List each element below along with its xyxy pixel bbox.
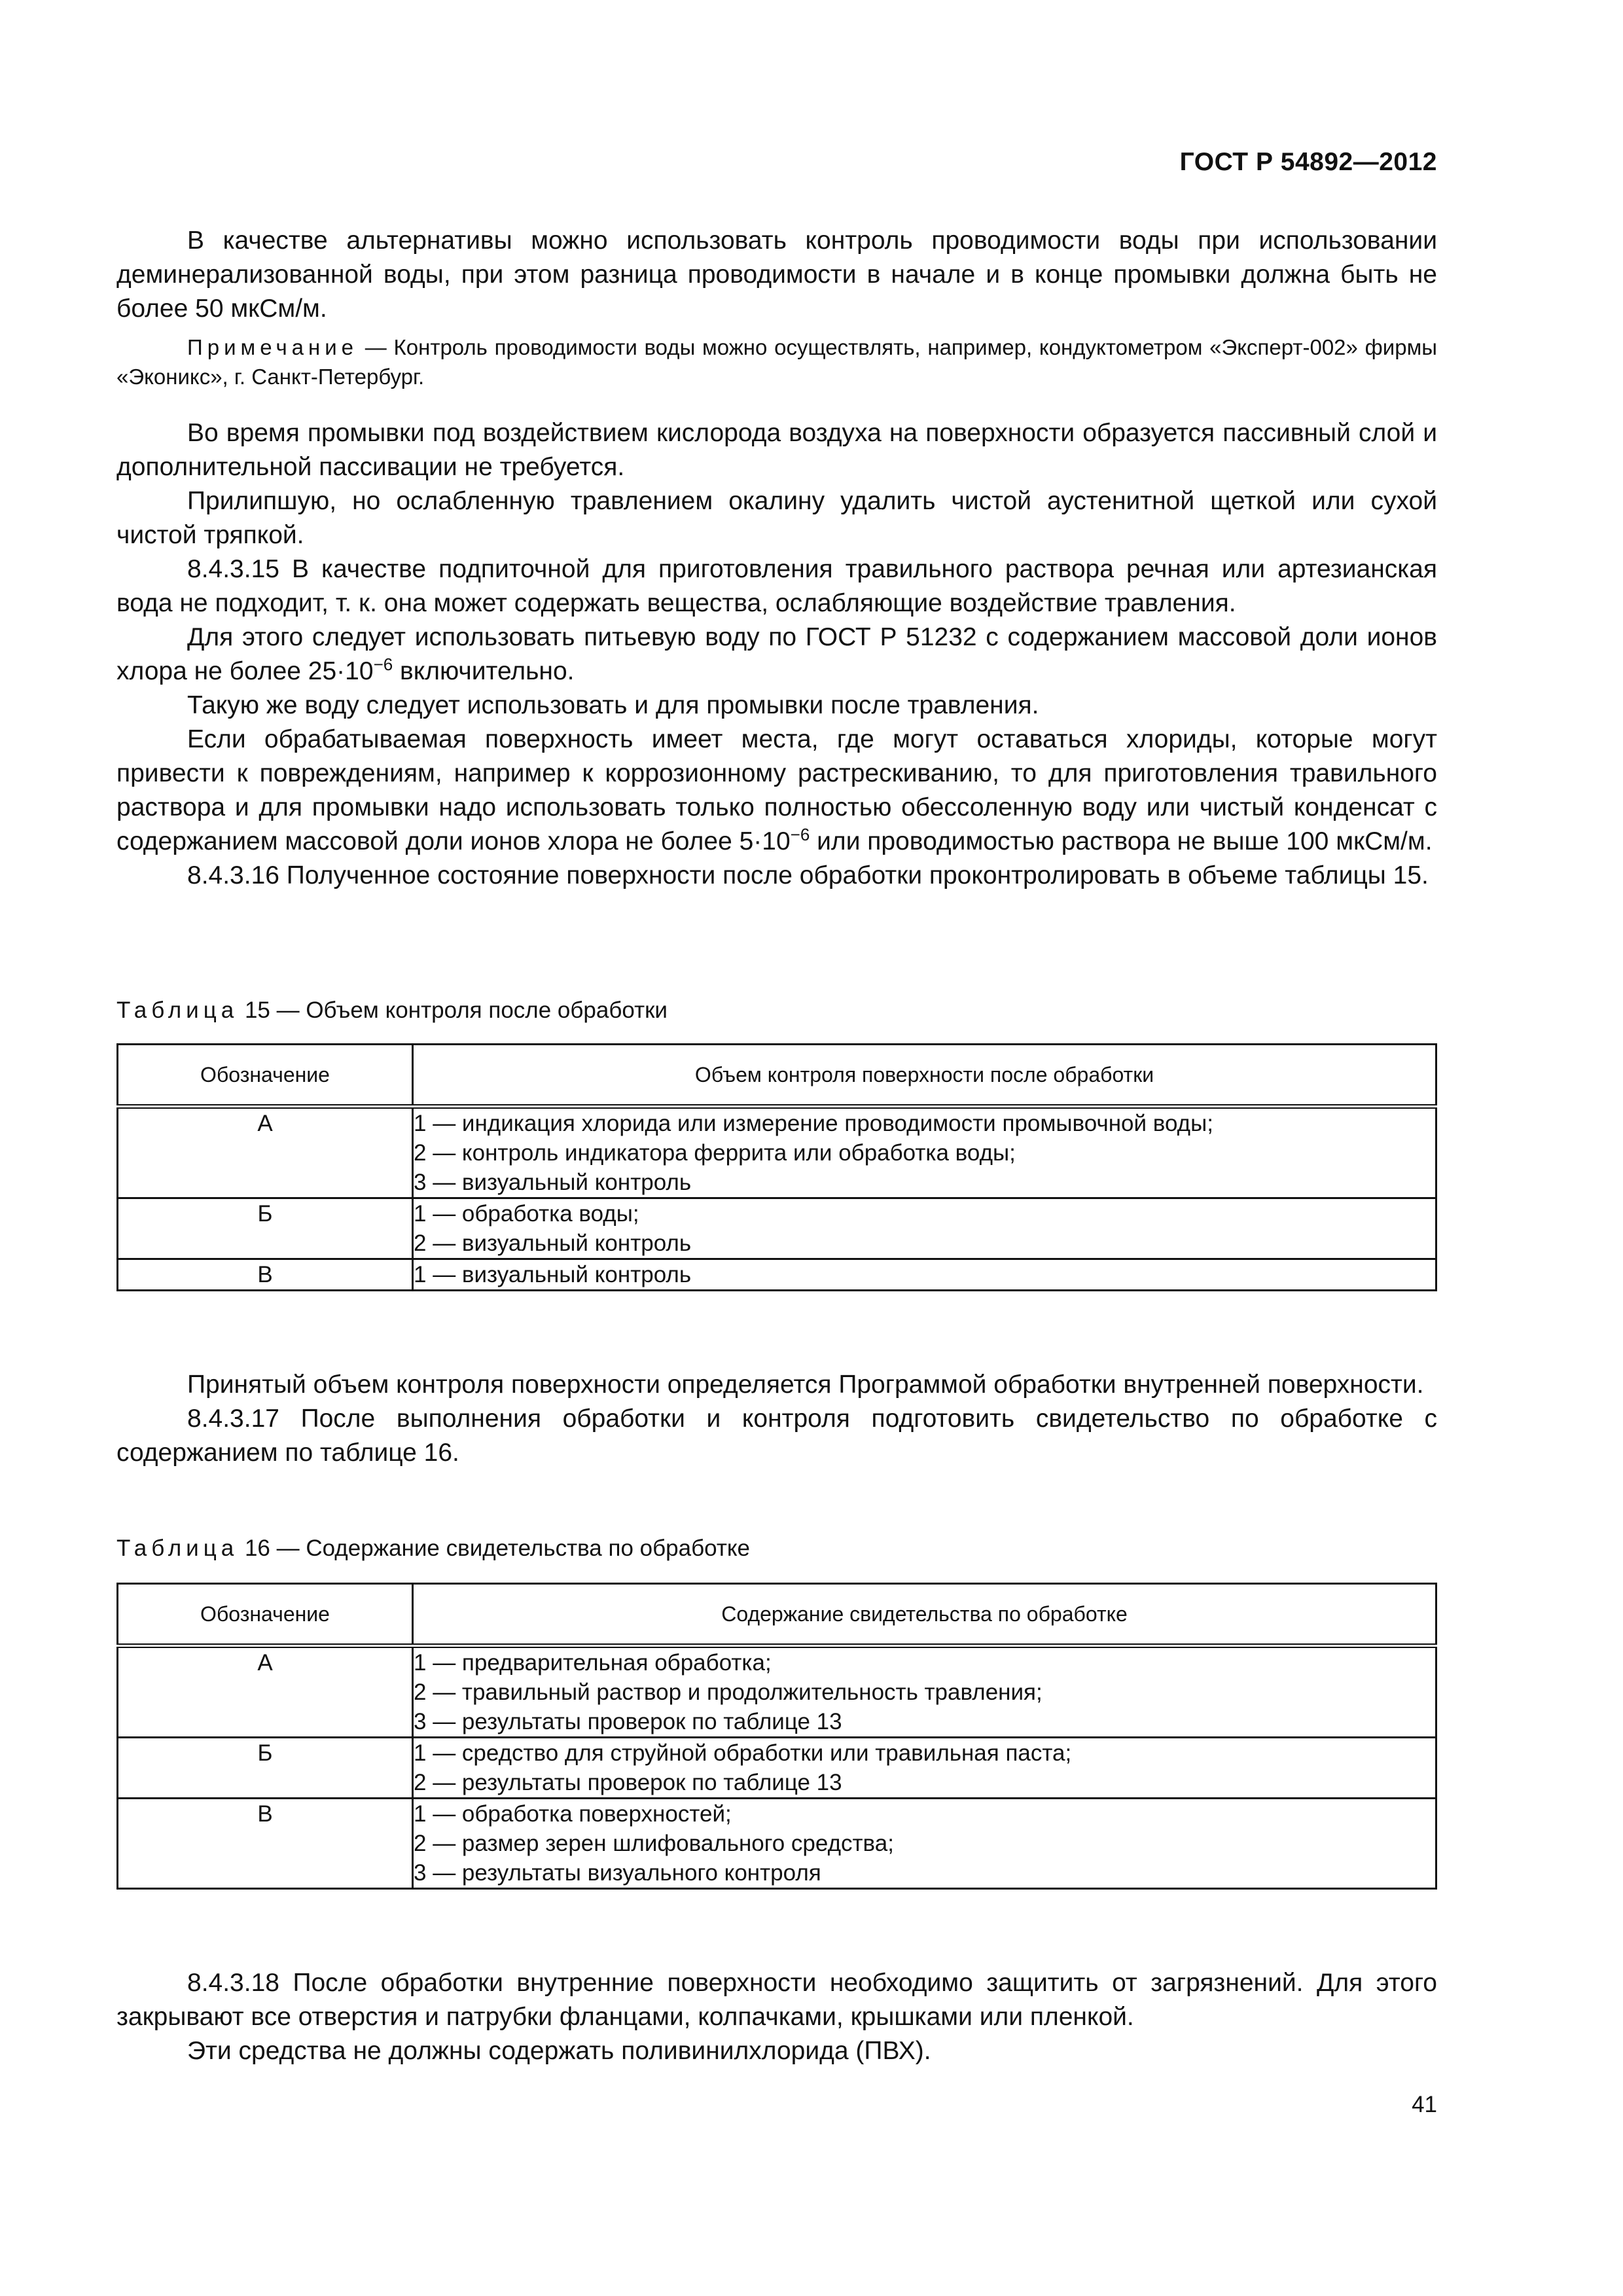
note-label: Примечание bbox=[187, 335, 359, 359]
document-page bbox=[116, 0, 1437, 2296]
table-caption-text: 15 — Объем контроля после обработки bbox=[238, 997, 668, 1023]
paragraph-8-4-3-18: 8.4.3.18 После обработки внутренние поверхности необходимо защитить от загрязнений. Для этого закрывают все отверстия и патрубки фланцами, колпачками, крышками или пленкой. bbox=[116, 1969, 1437, 2031]
list-item: 1 — индикация хлорида или измерение проводимости промывочной воды; bbox=[414, 1111, 1213, 1136]
paragraph-8-4-3-15: 8.4.3.15 В качестве подпиточной для приготовления травильного раствора речная или артезианская вода не подходит, т. к. она может содержать вещества, ослабляющие воздействие травления. bbox=[116, 555, 1437, 617]
items-cell bbox=[413, 1646, 1436, 1738]
paragraph-drinking-water-text: Для этого следует использовать питьевую воду по ГОСТ Р 51232 с содержанием массовой доли ионов хлора не более 25·10 bbox=[116, 623, 1437, 685]
paragraph-chlorides-tail: или проводимостью раствора не выше 100 мкСм/м. bbox=[810, 827, 1433, 855]
text-block-1 bbox=[116, 224, 1437, 391]
designation-cell: Б bbox=[118, 1738, 413, 1799]
paragraph-conductivity: В качестве альтернативы можно использовать контроль проводимости воды при использовании деминерализованной воды, при этом разница проводимости в начале и в конце промывки должна быть не более 50 мкСм/м. bbox=[116, 226, 1437, 323]
items-cell bbox=[413, 1738, 1436, 1799]
items-cell bbox=[413, 1107, 1436, 1198]
paragraph-8-4-3-16: 8.4.3.16 Полученное состояние поверхности после обработки проконтролировать в объеме таблицы 15. bbox=[187, 861, 1429, 889]
items-cell bbox=[413, 1198, 1436, 1259]
list-item: 1 — средство для струйной обработки или травильная паста; bbox=[414, 1740, 1072, 1766]
table-header-cell: Содержание свидетельства по обработке bbox=[413, 1584, 1436, 1646]
list-item: 2 — контроль индикатора феррита или обработка воды; bbox=[414, 1140, 1016, 1166]
document-header: ГОСТ Р 54892—2012 bbox=[1179, 148, 1437, 176]
paragraph-8-4-3-17: 8.4.3.17 После выполнения обработки и контроля подготовить свидетельство по обработке с содержанием по таблице 16. bbox=[116, 1405, 1437, 1467]
list-item: 1 — предварительная обработка; bbox=[414, 1650, 772, 1676]
note-text: — Контроль проводимости воды можно осуществлять, например, кондуктометром «Эксперт-002» фирмы «Эконикс», г. Санкт-Петербург. bbox=[116, 335, 1437, 389]
table-row bbox=[118, 1107, 1436, 1198]
paragraph-rinse-water: Такую же воду следует использовать и для промывки после травления. bbox=[187, 691, 1039, 719]
designation-cell: А bbox=[118, 1646, 413, 1738]
table-header-cell: Обозначение bbox=[118, 1045, 413, 1107]
table-15 bbox=[116, 1043, 1437, 1291]
table-label: Таблица bbox=[116, 997, 239, 1023]
items-cell bbox=[413, 1799, 1436, 1889]
table-row bbox=[118, 1198, 1436, 1259]
note bbox=[116, 332, 1437, 391]
paragraph-drinking-water bbox=[116, 620, 1437, 689]
table-row bbox=[118, 1799, 1436, 1889]
list-item: 2 — результаты проверок по таблице 13 bbox=[414, 1770, 842, 1795]
table-header-cell: Обозначение bbox=[118, 1584, 413, 1646]
paragraph-no-pvc: Эти средства не должны содержать поливинилхлорида (ПВХ). bbox=[187, 2037, 931, 2065]
list-item: 3 — визуальный контроль bbox=[414, 1170, 692, 1195]
paragraph-control-scope: Принятый объем контроля поверхности определяется Программой обработки внутренней поверхности. bbox=[187, 1371, 1424, 1399]
list-item: 1 — обработка поверхностей; bbox=[414, 1801, 732, 1827]
designation-cell: В bbox=[118, 1259, 413, 1291]
designation-cell: Б bbox=[118, 1198, 413, 1259]
list-item: 3 — результаты проверок по таблице 13 bbox=[414, 1709, 842, 1734]
list-item: 2 — травильный раствор и продолжительность травления; bbox=[414, 1679, 1043, 1705]
table-caption-text: 16 — Содержание свидетельства по обработке bbox=[238, 1535, 751, 1561]
exponent: −6 bbox=[373, 655, 393, 674]
list-item: 1 — визуальный контроль bbox=[414, 1262, 692, 1287]
items-cell bbox=[413, 1259, 1436, 1291]
exponent: −6 bbox=[790, 825, 810, 844]
table-header-cell: Объем контроля поверхности после обработки bbox=[413, 1045, 1436, 1107]
table-15-caption bbox=[116, 996, 668, 1025]
table-row bbox=[118, 1646, 1436, 1738]
table-row bbox=[118, 1738, 1436, 1799]
paragraph-passive-layer: Во время промывки под воздействием кислорода воздуха на поверхности образуется пассивный слой и дополнительной пассивации не требуется. bbox=[116, 419, 1437, 481]
text-block-3 bbox=[116, 1368, 1437, 1470]
list-item: 3 — результаты визуального контроля bbox=[414, 1860, 821, 1886]
list-item: 1 — обработка воды; bbox=[414, 1201, 639, 1227]
list-item: 2 — размер зерен шлифовального средства; bbox=[414, 1831, 894, 1856]
paragraph-chlorides bbox=[116, 723, 1437, 859]
page-number: 41 bbox=[1412, 2092, 1437, 2117]
designation-cell: В bbox=[118, 1799, 413, 1889]
paragraph-chlorides-text: Если обрабатываемая поверхность имеет места, где могут оставаться хлориды, которые могут привести к повреждениям, например к коррозионному растрескиванию, то для приготовления травильного раствора и для промывки надо использовать только полностью обессоленную воду или чистый конденсат с содержанием массовой доли ионов хлора не более 5·10 bbox=[116, 725, 1437, 855]
list-item: 2 — визуальный контроль bbox=[414, 1230, 692, 1256]
table-row bbox=[118, 1259, 1436, 1291]
text-block-2 bbox=[116, 416, 1437, 893]
table-label: Таблица bbox=[116, 1535, 239, 1561]
paragraph-drinking-water-tail: включительно. bbox=[393, 657, 575, 685]
designation-cell: А bbox=[118, 1107, 413, 1198]
paragraph-scale-removal: Прилипшую, но ослабленную травлением окалину удалить чистой аустенитной щеткой или сухой чистой тряпкой. bbox=[116, 487, 1437, 549]
table-16-caption bbox=[116, 1534, 750, 1563]
table-16 bbox=[116, 1583, 1437, 1890]
text-block-4 bbox=[116, 1966, 1437, 2068]
